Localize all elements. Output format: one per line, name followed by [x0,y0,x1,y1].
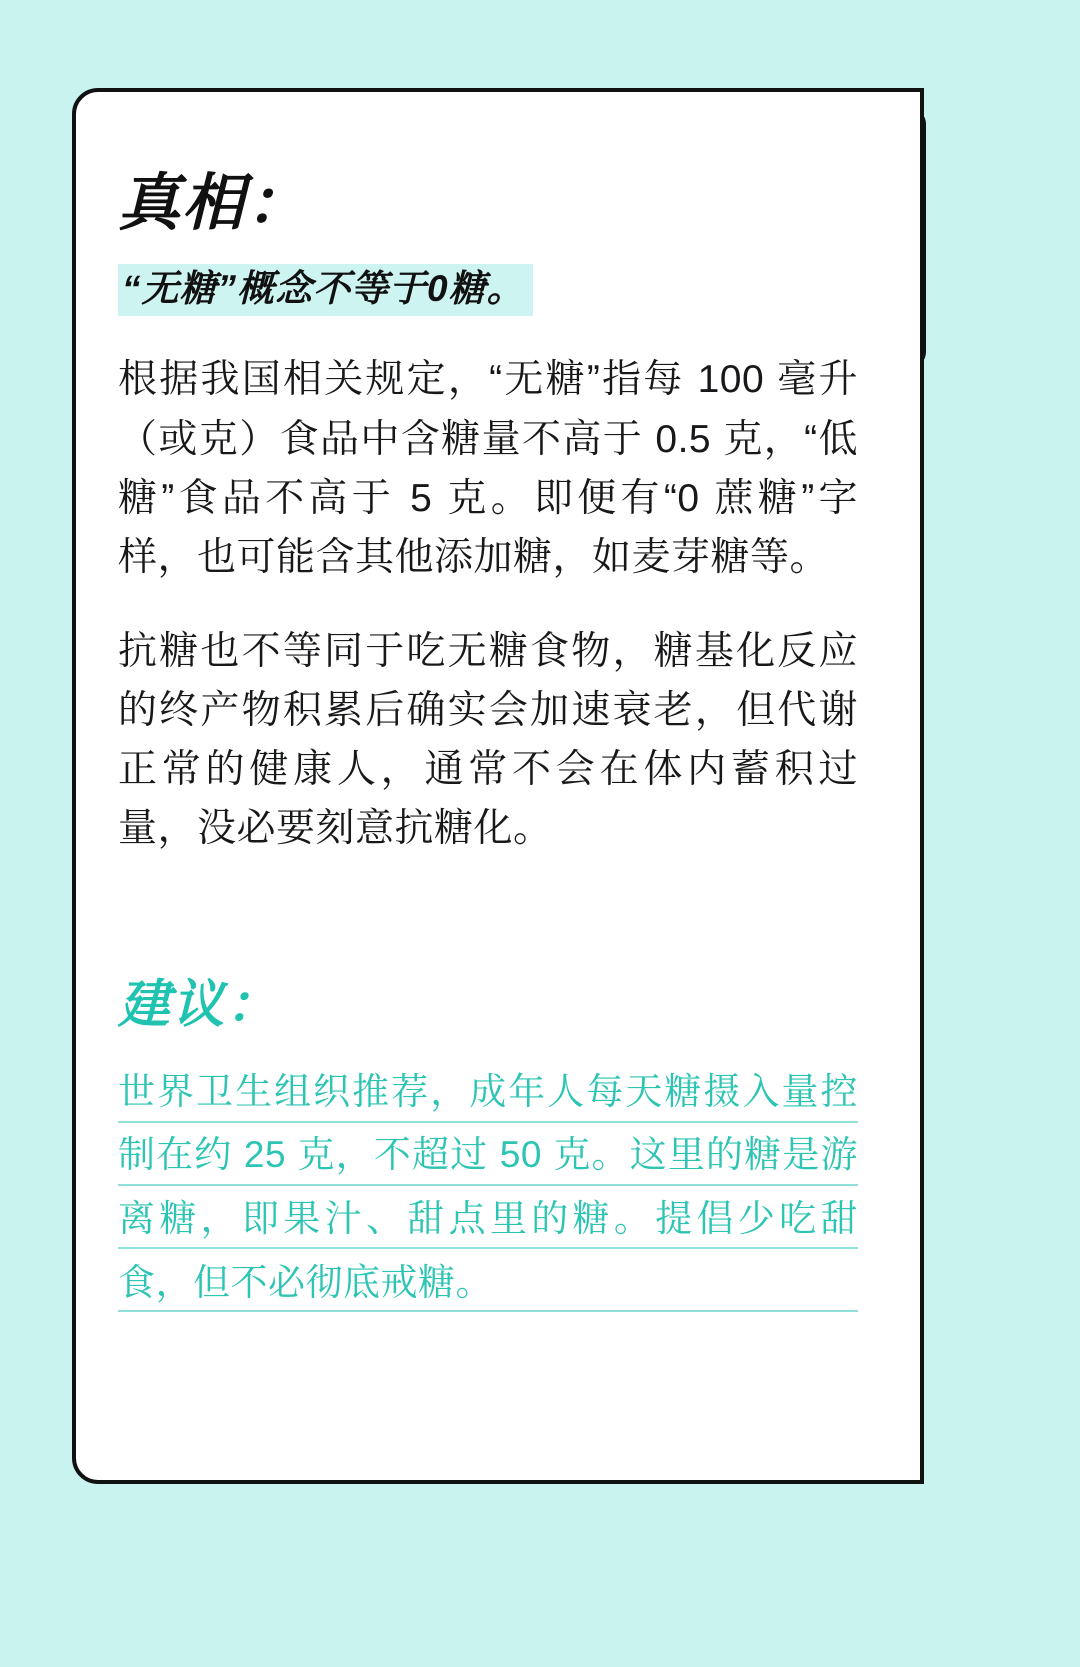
advice-body: 世界卫生组织推荐，成年人每天糖摄入量控制在约 25 克，不超过 50 克。这里的糖是游离糖，即果汁、甜点里的糖。提倡少吃甜食，但不必彻底戒糖。 [118,1060,858,1315]
truth-subheading: “无糖”概念不等于0糖。 [122,268,525,310]
card-fold-seam [874,112,888,364]
truth-heading: 真相： [118,169,311,238]
truth-paragraph-1: 根据我国相关规定，“无糖”指每 100 毫升（或克）食品中含糖量不高于 0.5 克，“低糖”食品不高于 5 克。即便有“0 蔗糖”字样，也可能含其他添加糖，如麦芽糖等。 [118,358,858,580]
card-content [118,170,858,1314]
advice-heading: 建议： [118,975,281,1034]
truth-paragraph-2: 抗糖也不等同于吃无糖食物，糖基化反应的终产物积累后确实会加速衰老，但代谢正常的健康人，通常不会在体内蓄积过量，没必要刻意抗糖化。 [118,629,858,851]
truth-subheading-highlight [118,264,533,316]
section-spacer [118,893,858,977]
